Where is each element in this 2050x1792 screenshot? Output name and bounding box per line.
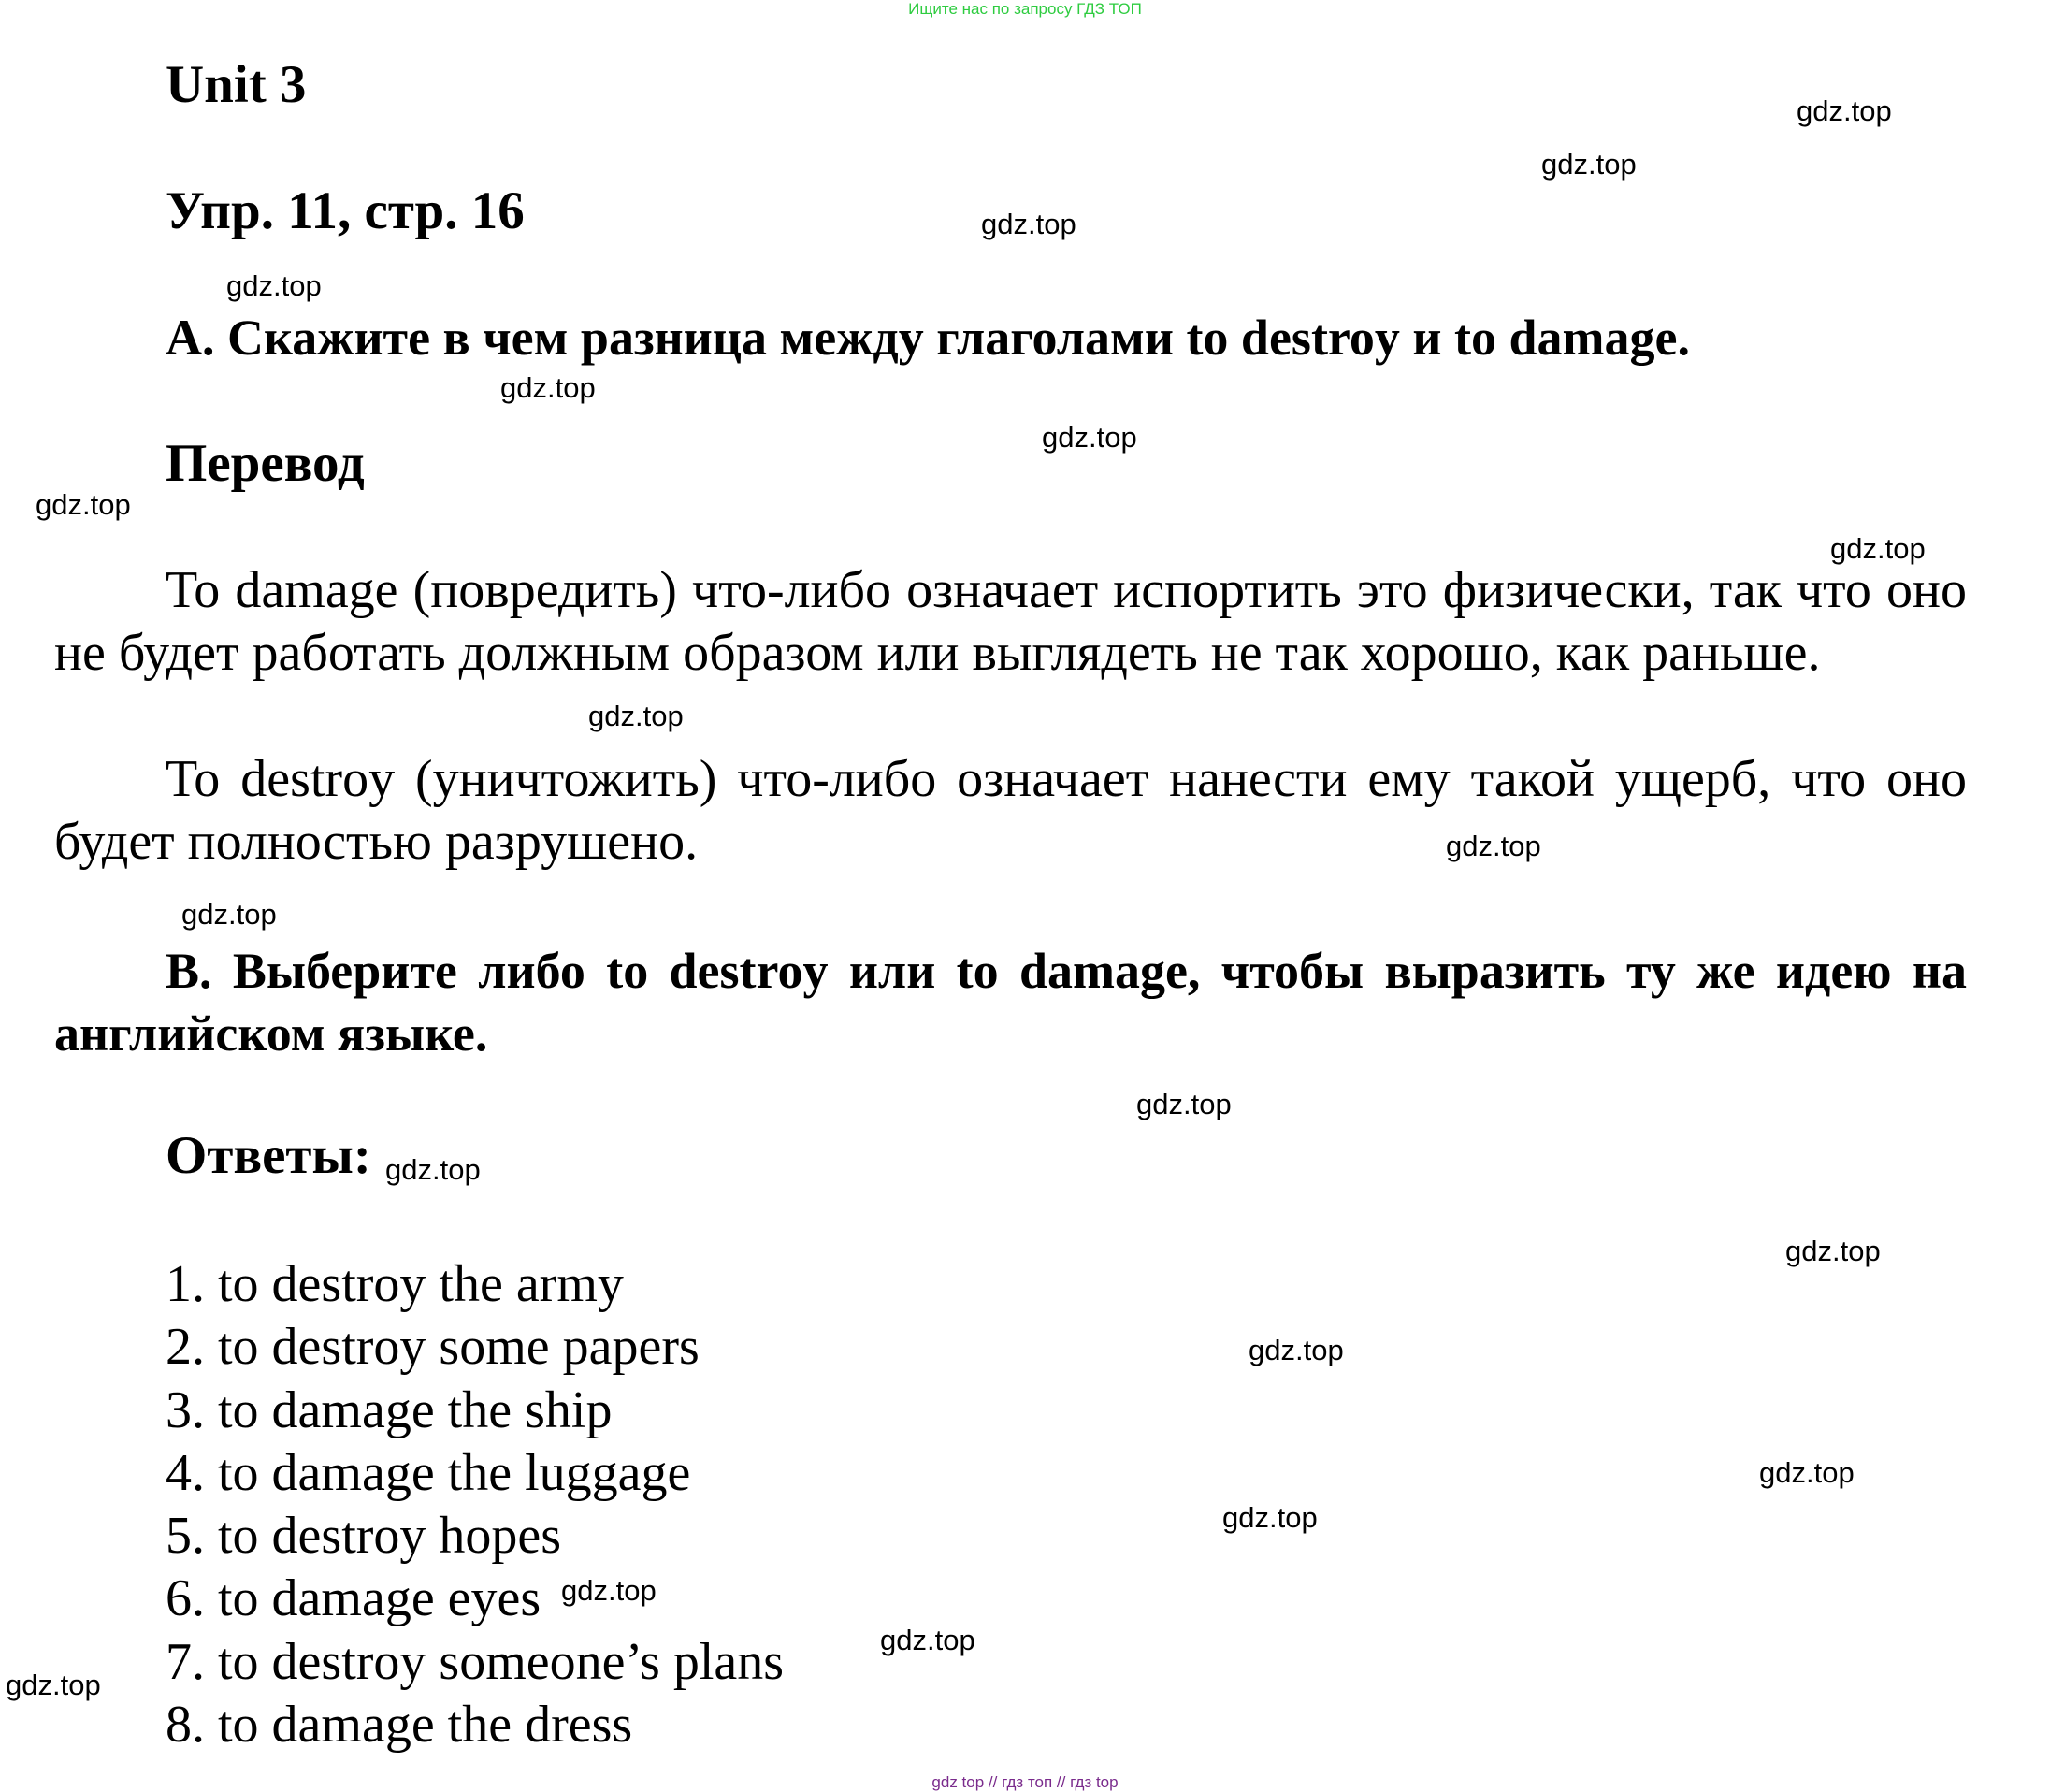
watermark: gdz.top (385, 1153, 481, 1186)
watermark: gdz.top (500, 371, 596, 404)
watermark: gdz.top (1797, 94, 1892, 127)
watermark: gdz.top (981, 208, 1076, 240)
watermark: gdz.top (36, 488, 131, 521)
watermark: gdz.top (1446, 830, 1541, 862)
answer-item: 6. to damage eyes (166, 1569, 541, 1628)
answer-item: 8. to damage the dress (166, 1696, 633, 1755)
task-b (54, 940, 1967, 1065)
answer-item: 3. to damage the ship (166, 1380, 613, 1439)
answer-item: 5. to destroy hopes (166, 1507, 562, 1566)
answer-item: 2. to destroy some papers (166, 1318, 700, 1377)
task-a: А. Скажите в чем разница между глаголами to destroy и to damage. (166, 310, 1690, 366)
watermark: gdz.top (880, 1624, 975, 1656)
translation-paragraph-1 (54, 559, 1967, 685)
watermark: gdz.top (1136, 1088, 1232, 1120)
bottom-banner: gdz top // гдз топ // гдз top (931, 1773, 1119, 1791)
answer-item: 4. to damage the luggage (166, 1443, 691, 1502)
answers-list (166, 1253, 784, 1756)
exercise-title: Упр. 11, стр. 16 (166, 181, 525, 240)
watermark: gdz.top (226, 269, 322, 302)
paragraph-2-text: To destroy (уничтожить) что-либо означает нанести ему такой ущерб, что оно будет полностью разрушено. (54, 750, 1967, 871)
top-banner: Ищите нас по запросу ГДЗ ТОП (908, 0, 1142, 18)
paragraph-1-text: To damage (повредить) что-либо означает испортить это физически, так что оно не будет работать должным образом или выглядеть не так хорошо, как раньше. (54, 561, 1967, 682)
watermark: gdz.top (181, 898, 277, 931)
watermark: gdz.top (1759, 1456, 1855, 1489)
watermark: gdz.top (6, 1669, 101, 1701)
watermark: gdz.top (1785, 1235, 1881, 1267)
watermark: gdz.top (588, 700, 684, 732)
answer-item: 1. to destroy the army (166, 1255, 624, 1313)
unit-title: Unit 3 (166, 55, 307, 114)
watermark: gdz.top (1830, 532, 1926, 565)
translation-heading: Перевод (166, 434, 365, 493)
watermark: gdz.top (1042, 421, 1137, 454)
answer-item: 7. to destroy someone’s plans (166, 1632, 785, 1691)
watermark: gdz.top (1249, 1334, 1344, 1366)
watermark: gdz.top (1541, 148, 1637, 181)
watermark: gdz.top (561, 1574, 657, 1607)
answers-heading: Ответы: (166, 1126, 371, 1185)
watermark: gdz.top (1222, 1501, 1318, 1534)
translation-paragraph-2 (54, 748, 1967, 874)
task-b-text: В. Выберите либо to destroy или to damage, чтобы выразить ту же идею на английском языке. (54, 943, 1967, 1062)
